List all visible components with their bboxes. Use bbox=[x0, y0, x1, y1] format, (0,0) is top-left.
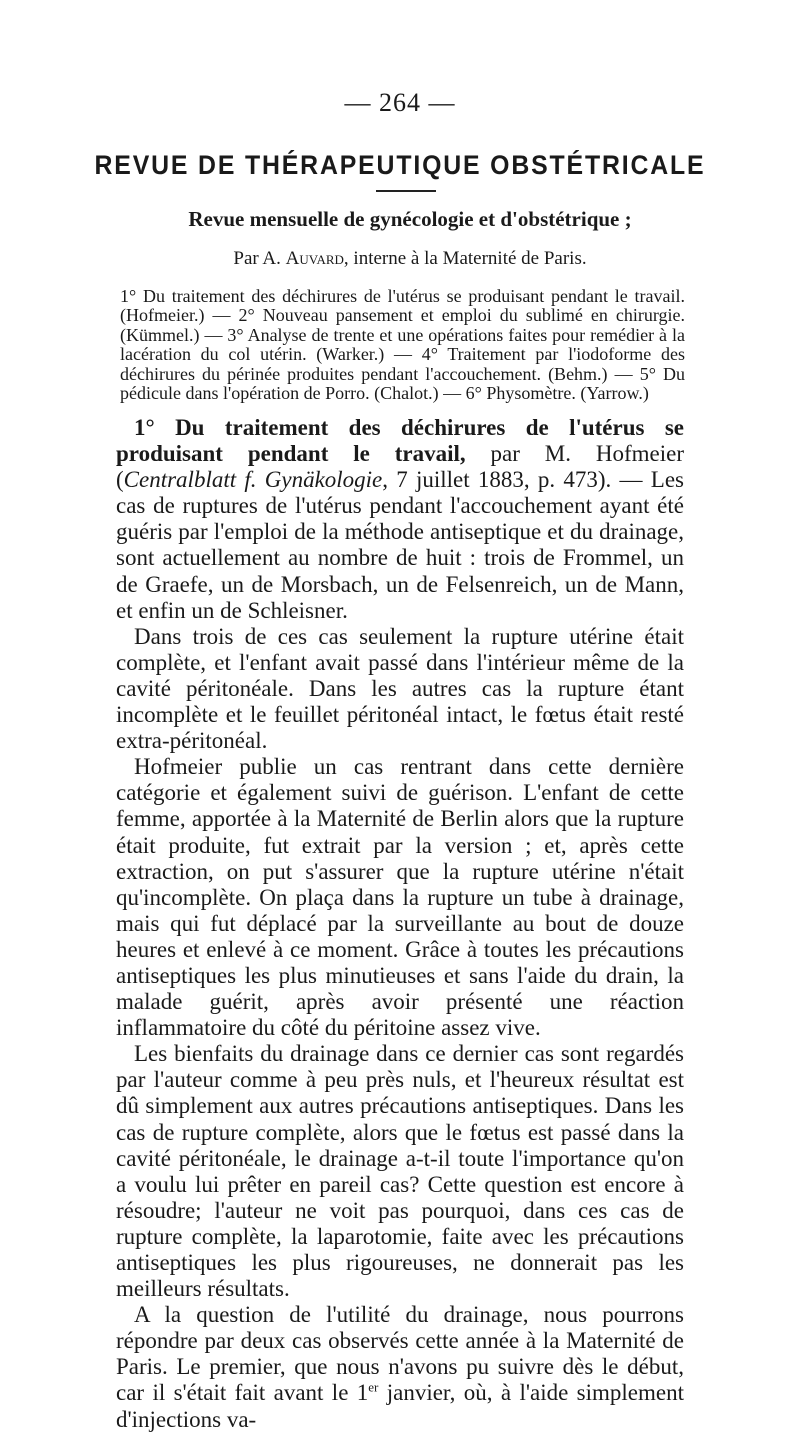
section-title: REVUE DE THÉRAPEUTIQUE OBSTÉTRICALE bbox=[94, 150, 706, 180]
review-title: Revue mensuelle de gynécologie et d'obstétrique ; bbox=[188, 207, 632, 231]
article-paragraph-5 bbox=[116, 1302, 684, 1432]
article-paragraph-2: Dans trois de ces cas seulement la rupture utérine était complète, et l'enfant avait passé dans l'intérieur même de la cavité péritonéale. Dans les autres cas la rupture étant incomplète et le feuillet péritonéal intact, le fœtus était resté extra-péritonéal. bbox=[116, 623, 684, 754]
article-body bbox=[116, 415, 684, 1433]
article-paragraph-3: Hofmeier publie un cas rentrant dans cette dernière catégorie et également suivi de guérison. L'enfant de cette femme, apportée à la Maternité de Berlin alors que la rupture était produite, fut extrait par la version ; et, après cette extraction, on put s'assurer que la rupture utérine n'était qu'incomplète. On plaça dans la rupture un tube à drainage, mais qui fut déplacé par la surveillante au bout de douze heures et enlevé à ce moment. Grâce à toutes les précautions antiseptiques les plus minutieuses et sans l'aide du drain, la malade guérit, après avoir présenté une réaction inflammatoire du côté du péritoine assez vive. bbox=[116, 754, 684, 1041]
page-number: — 264 — bbox=[344, 88, 456, 117]
reference-journal: Centralblatt f. Gynäkologie bbox=[123, 467, 383, 493]
title-rule bbox=[376, 190, 436, 192]
article-heading: 1° Du traitement des déchirures de l'utérus se produisant pendant le travail, bbox=[116, 415, 684, 467]
summary-paragraph: 1° Du traitement des déchirures de l'utérus se produisant pendant le travail. (Hofmeier.) — 2° Nouveau pansement et emploi du sublimé en chirurgie. (Kümmel.) — 3° Analyse de trente et une opérations faites pour remédier à la lacération du col utérin. (Warker.) — 4° Traitement par l'iodoforme des déchirures du périnée produites pendant l'accouchement. (Behm.) — 5° Du pédicule dans l'opération de Porro. (Chalot.) — 6° Physomètre. (Yarrow.) bbox=[120, 286, 685, 404]
reference-suffix: , 7 juillet 1883, p. 473). — Les cas de ruptures de l'utérus pendant l'accouchement ayant été guéris par l'emploi de la méthode antiseptique et du drainage, sont actuellement au nombre de huit : trois de Frommel, un de Graefe, un de Morsbach, un de Felsenreich, un de Mann, et enfin un de Schleisner. bbox=[116, 467, 684, 623]
paragraph-5-start: A la question de l'utilité du drainage, nous pourrons répondre par deux cas observés cette année à la Maternité de Paris. Le premier, que nous n'avons pu suivre dès le début, car il s'était fait avant le 1 bbox=[116, 1302, 684, 1406]
reference-prefix: par M. Hofmeier ( bbox=[116, 441, 684, 493]
author-suffix: , interne à la Maternité de Paris. bbox=[343, 248, 587, 269]
article-paragraph-4: Les bienfaits du drainage dans ce dernier cas sont regardés par l'auteur comme à peu près nuls, et l'heureux résultat est dû simplement aux autres précautions antiseptiques. Dans les cas de rupture complète, alors que le fœtus est passé dans la cavité péritonéale, le drainage a-t-il toute l'importance qu'on a voulu lui prêter en pareil cas? Cette question est encore à résoudre; l'auteur ne voit pas pourquoi, dans ces cas de rupture complète, la laparotomie, faite avec les précautions antiseptiques les plus rigoureuses, ne donnerait pas les meilleurs résultats. bbox=[116, 1041, 684, 1302]
author-prefix: Par A. bbox=[233, 248, 286, 269]
paragraph-5-superscript: er bbox=[368, 1379, 379, 1395]
article-paragraph-1 bbox=[116, 415, 684, 624]
review-author bbox=[150, 248, 670, 270]
paragraph-5-end: janvier, où, à l'aide simplement d'injections va- bbox=[116, 1380, 684, 1432]
author-name: Auvard bbox=[285, 248, 344, 269]
